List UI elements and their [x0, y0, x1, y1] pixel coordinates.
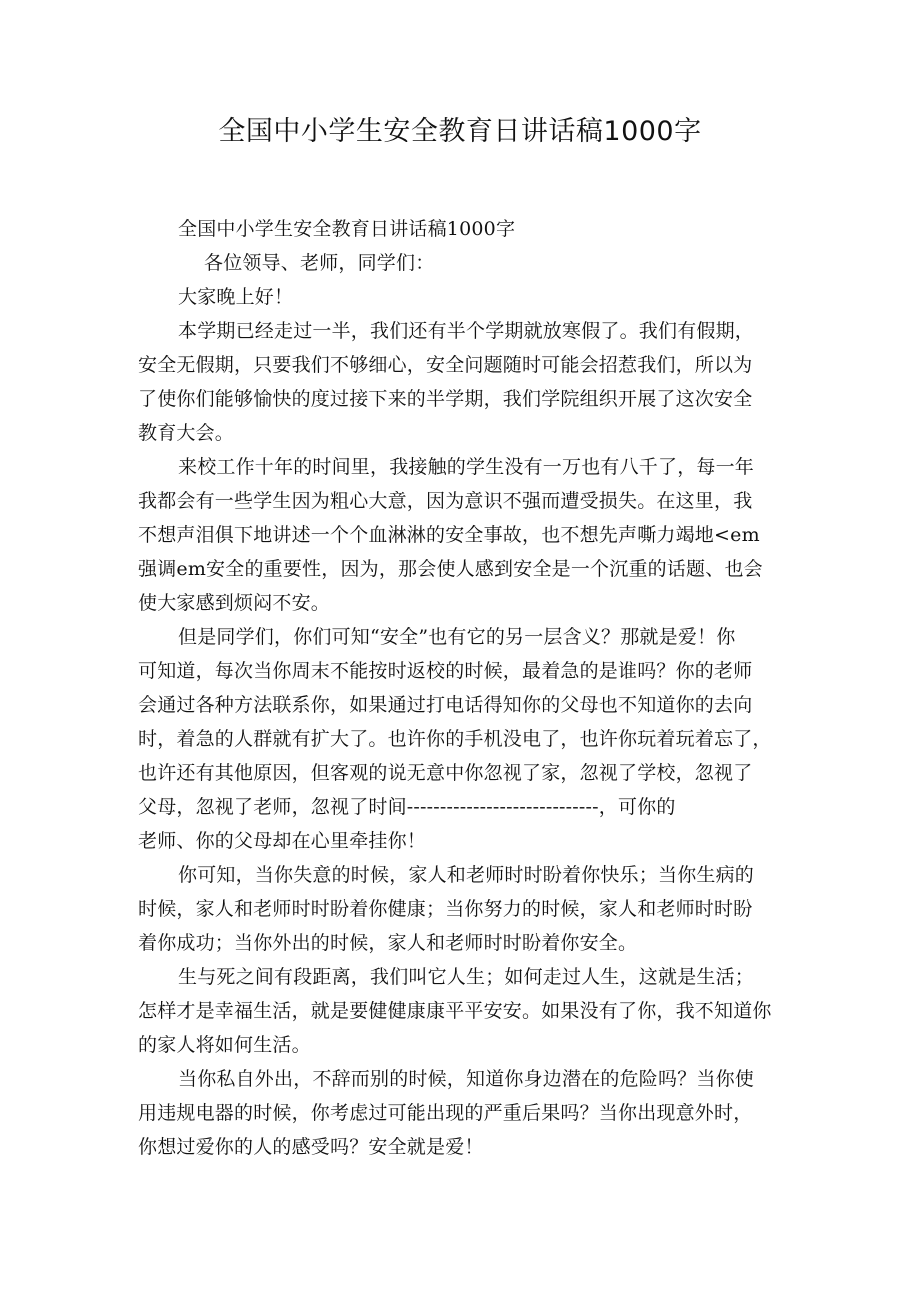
- paragraph-line: 会通过各种方法联系你，如果通过打电话得知你的父母也不知道你的去向: [138, 694, 753, 716]
- paragraph: [138, 620, 786, 858]
- paragraph: [138, 450, 786, 620]
- paragraph: [138, 314, 786, 450]
- paragraph-line: 也许还有其他原因，但客观的说无意中你忽视了家，忽视了学校，忽视了: [138, 762, 753, 784]
- paragraph-line: 的家人将如何生活。: [138, 1034, 311, 1056]
- paragraph-line: 用违规电器的时候，你考虑过可能出现的严重后果吗？当你出现意外时，: [138, 1102, 753, 1124]
- paragraph-line: 你可知，当你失意的时候，家人和老师时时盼着你快乐；当你生病的: [178, 864, 755, 886]
- paragraph-line: 当你私自外出，不辞而别的时候，知道你身边潜在的危险吗？当你使: [178, 1068, 755, 1090]
- paragraph-line: 父母，忽视了老师，忽视了时间-----------------------------，可你的: [138, 796, 676, 818]
- paragraph-line: 时候，家人和老师时时盼着你健康；当你努力的时候，家人和老师时时盼: [138, 898, 753, 920]
- paragraph-line: 我都会有一些学生因为粗心大意，因为意识不强而遭受损失。在这里，我: [138, 490, 753, 512]
- paragraph-line: 强调em安全的重要性，因为，那会使人感到安全是一个沉重的话题、也会: [138, 558, 763, 580]
- paragraph-line: 可知道，每次当你周末不能按时返校的时候，最着急的是谁吗？你的老师: [138, 660, 753, 682]
- paragraph-line: 了使你们能够愉快的度过接下来的半学期，我们学院组织开展了这次安全: [138, 388, 753, 410]
- document-title: 全国中小学生安全教育日讲话稿1000字: [218, 116, 702, 147]
- paragraph-line: 本学期已经走过一半，我们还有半个学期就放寒假了。我们有假期，: [178, 320, 755, 342]
- document-body: [138, 212, 786, 1164]
- paragraph-line: 你想过爱你的人的感受吗？安全就是爱！: [138, 1136, 484, 1158]
- paragraph: [138, 960, 786, 1062]
- paragraph-line: 使大家感到烦闷不安。: [138, 592, 331, 614]
- paragraph-line: 不想声泪俱下地讲述一个个血淋淋的安全事故，也不想先声嘶力竭地<em: [138, 524, 760, 546]
- salutation: 各位领导、老师，同学们：: [204, 252, 435, 274]
- paragraph-line: 教育大会。: [138, 422, 235, 444]
- paragraph: [138, 1062, 786, 1164]
- paragraph-line: 来校工作十年的时间里，我接触的学生没有一万也有八千了，每一年: [178, 456, 755, 478]
- paragraph-line: 时，着急的人群就有扩大了。也许你的手机没电了，也许你玩着玩着忘了，: [138, 728, 772, 750]
- paragraph: [138, 858, 786, 960]
- document-subtitle: 全国中小学生安全教育日讲话稿1000字: [178, 218, 516, 240]
- paragraph-line: 老师、你的父母却在心里牵挂你！: [138, 830, 427, 852]
- paragraph-line: 安全无假期，只要我们不够细心，安全问题随时可能会招惹我们，所以为: [138, 354, 753, 376]
- greeting: 大家晚上好！: [178, 286, 294, 308]
- paragraph-line: 但是同学们，你们可知“安全”也有它的另一层含义？那就是爱！你: [178, 626, 736, 648]
- paragraph-line: 着你成功；当你外出的时候，家人和老师时时盼着你安全。: [138, 932, 638, 954]
- paragraph-line: 生与死之间有段距离，我们叫它人生；如何走过人生，这就是生活；: [178, 966, 755, 988]
- paragraph-line: 怎样才是幸福生活，就是要健健康康平平安安。如果没有了你，我不知道你: [138, 1000, 772, 1022]
- paragraph-list: [138, 314, 786, 1164]
